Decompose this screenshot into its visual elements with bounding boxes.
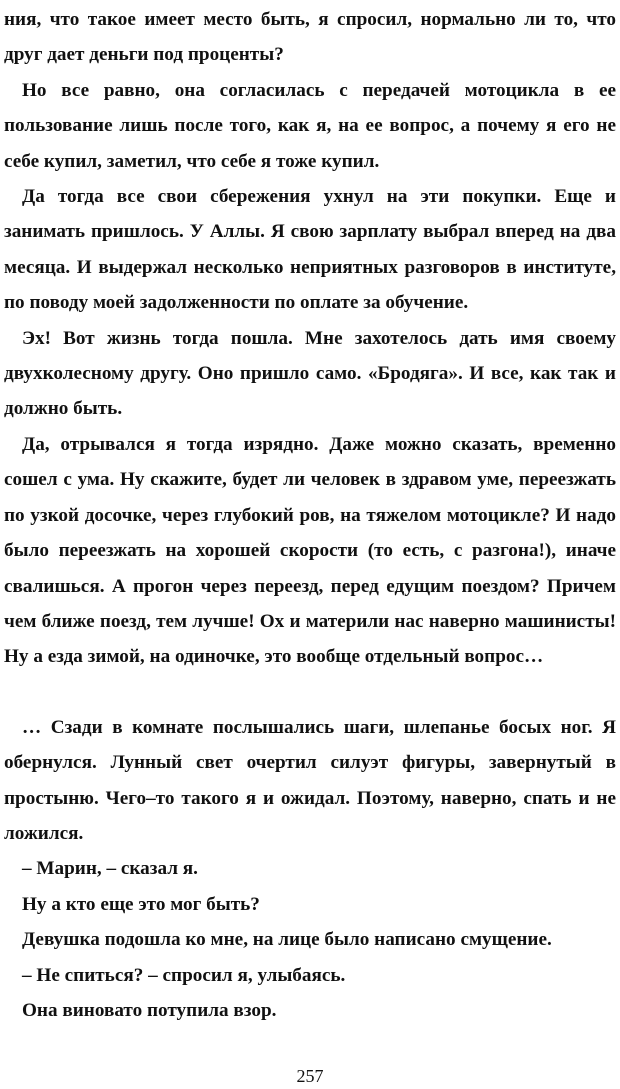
- paragraph-3: Да тогда все свои сбережения ухнул на эти покупки. Еще и занимать пришлось. У Аллы. Я свою зарплату выбрал вперед на два месяца. И выдержал несколько неприятных разговоров в институте, по поводу моей задолженности по оплате за обучение.: [4, 186, 616, 314]
- section-break: [4, 675, 616, 710]
- paragraph-7: – Марин, – сказал я.: [22, 858, 198, 880]
- paragraph-9: Девушка подошла ко мне, на лице было написано смущение.: [22, 929, 552, 951]
- paragraph-6: … Сзади в комнате послышались шаги, шлепанье босых ног. Я обернулся. Лунный свет очертил силуэт фигуры, завернутый в простыню. Чего–то такого я и ожидал. Поэтому, наверно, спать и не ложился.: [4, 716, 616, 844]
- paragraph-10: – Не спиться? – спросил я, улыбаясь.: [22, 964, 346, 986]
- paragraph-11: Она виновато потупила взор.: [22, 999, 277, 1021]
- page-number: 257: [296, 1066, 324, 1086]
- main-text: [0, 2, 620, 1028]
- paragraph-4: Эх! Вот жизнь тогда пошла. Мне захотелось дать имя своему двухколесному другу. Оно пришло само. «Бродяга». И все, как так и должно быть.: [4, 327, 616, 420]
- paragraph-5: Да, отрывался я тогда изрядно. Даже можно сказать, временно сошел с ума. Ну скажите, будет ли человек в здравом уме, переезжать по узкой досочке, через глубокий ров, на тяжелом мотоцикле? И надо было переезжать на хорошей скорости (то есть, с разгона!), иначе свалишься. А прогон через переезд, перед едущим поездом? Причем чем ближе поезд, тем лучше! Ох и материли нас наверно машинисты! Ну а езда зимой, на одиночке, это вообще отдельный вопрос…: [4, 433, 616, 668]
- paragraph-8: Ну а кто еще это мог быть?: [22, 893, 260, 915]
- paragraph-2: Но все равно, она согласилась с передачей мотоцикла в ее пользование лишь после того, как я, на ее вопрос, а почему я его не себе купил, заметил, что себе я тоже купил.: [4, 79, 616, 172]
- paragraph-1: ния, что такое имеет место быть, я спросил, нормально ли то, что друг дает деньги под проценты?: [4, 9, 616, 66]
